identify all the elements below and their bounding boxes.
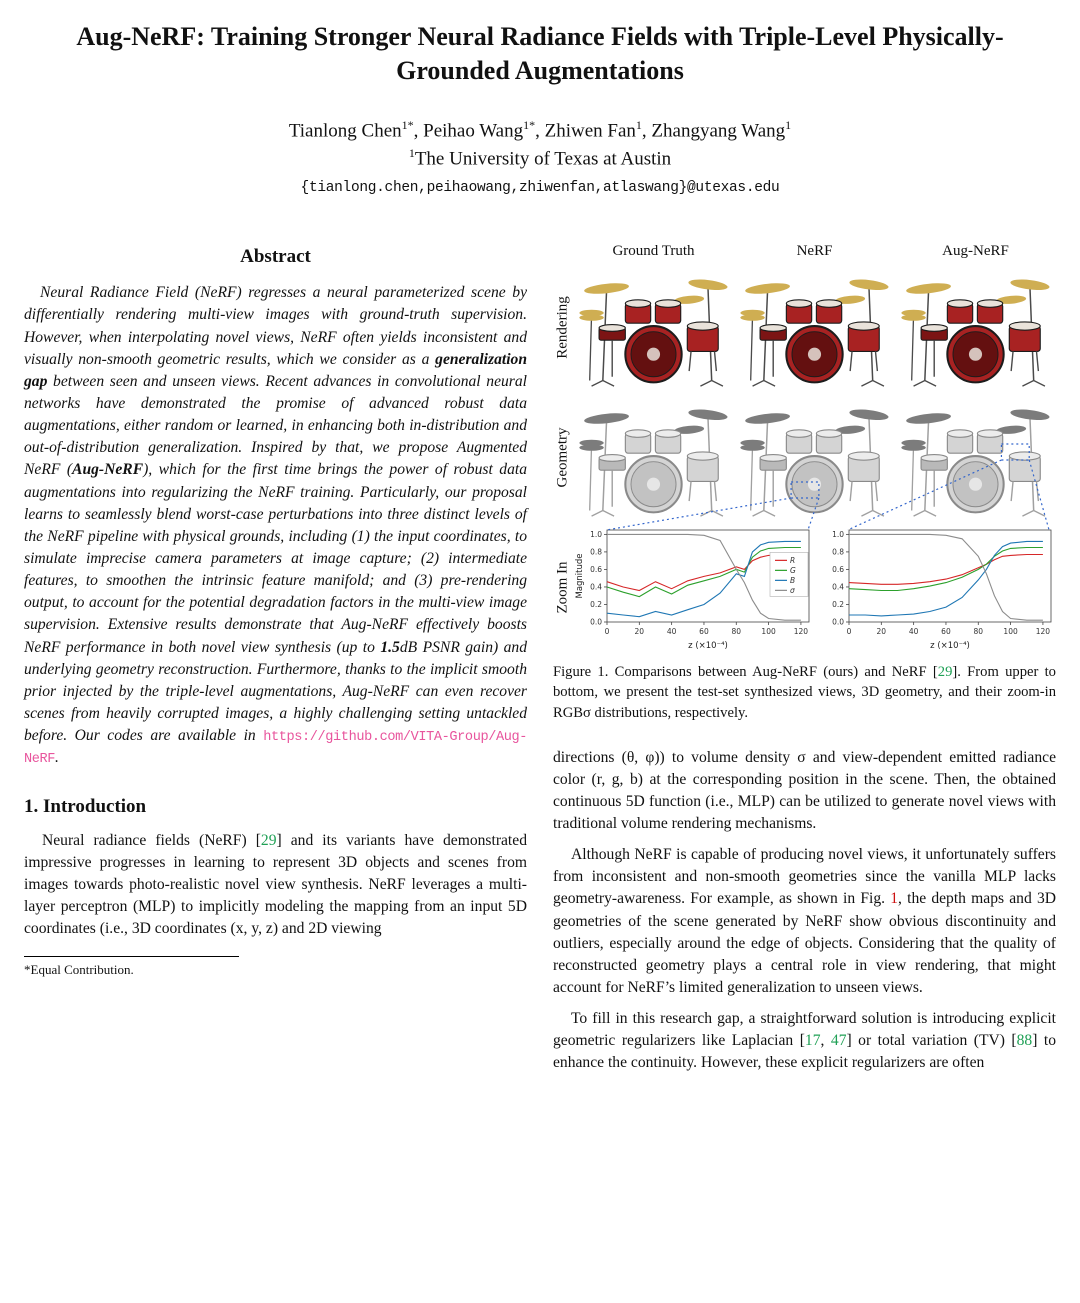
svg-text:R: R (790, 556, 796, 566)
right-column (553, 240, 1056, 1083)
author-name: Peihao Wang (423, 119, 524, 141)
svg-text:σ: σ (790, 586, 795, 596)
svg-text:0: 0 (604, 627, 610, 637)
figure-row-label-geometry: Geometry (554, 427, 571, 488)
svg-text:120: 120 (1035, 627, 1050, 637)
geometry-image-ground-truth (573, 392, 734, 522)
geometry-image-aug-nerf (895, 392, 1056, 522)
drum-kit-illustration (576, 396, 731, 518)
figure-col-header-aug-nerf: Aug-NeRF (942, 243, 1009, 260)
zoom-plot-nerf (573, 522, 815, 652)
svg-text:100: 100 (761, 627, 776, 637)
svg-text:0.8: 0.8 (590, 547, 602, 557)
svg-text:Magnitude: Magnitude (575, 553, 585, 599)
bold-psnr-gain: 1.5 (380, 638, 400, 656)
rendering-image-ground-truth (573, 262, 734, 392)
svg-text:120: 120 (793, 627, 809, 637)
svg-text:0.4: 0.4 (831, 582, 844, 592)
affiliation: $^1$The University of Texas at Austin (408, 145, 672, 170)
svg-text:40: 40 (908, 627, 918, 637)
citation-88[interactable]: 88 (1016, 1032, 1033, 1050)
two-column-body (24, 240, 1056, 1083)
author-sup: 1* (523, 117, 536, 132)
figure-col-header-nerf: NeRF (796, 243, 833, 260)
body-paragraph-1: directions (θ, φ)) to volume density σ and view-dependent emitted radiance color (r, g, b) at the corresponding position in the scene. Then, the obtained continuous 5D function (i.e., MLP) can be utilized to generate novel views with traditional volume rendering mechanisms. (553, 748, 1056, 833)
figure-1 (553, 240, 1056, 722)
abstract-heading: Abstract (240, 246, 311, 268)
figure-row-label-zoom-in: Zoom In (554, 561, 571, 614)
svg-text:B: B (790, 576, 796, 586)
svg-text:0.2: 0.2 (590, 600, 602, 610)
paper-title: Aug-NeRF: Training Stronger Neural Radiance Fields with Triple-Level Physically-Grounded Augmentations (76, 22, 1004, 85)
svg-text:0.8: 0.8 (831, 547, 844, 557)
body-paragraph-2: Although NeRF is capable of producing novel views, it unfortunately suffers from inconsistent and non-smooth geometries since the vanilla MLP lacks geometry-awareness. For example, as shown in Fig. 1, the depth maps and 3D geometries of the scene generated by NeRF show obvious discontinuity and outliers, especially around the edge of objects. Considering that the quality of reconstructed geometry plays a central role in view rendering, that might account for NeRF’s limited generalization to unseen views. (553, 846, 1057, 997)
bold-aug-nerf: Aug-NeRF (72, 461, 144, 479)
zoom-in-charts (573, 522, 1056, 652)
github-link[interactable]: https://github.com/VITA-Group/Aug-NeRF (24, 730, 527, 768)
bold-generalization-gap: generalization gap (24, 350, 527, 390)
svg-text:1.0: 1.0 (831, 530, 844, 540)
svg-text:0.0: 0.0 (590, 617, 602, 627)
footnote-text: *Equal Contribution. (24, 962, 134, 978)
svg-text:G: G (790, 566, 796, 576)
footnote (24, 956, 527, 978)
svg-text:z (×10⁻⁴): z (×10⁻⁴) (929, 641, 970, 652)
svg-text:100: 100 (1002, 627, 1018, 637)
emails: {tianlong.chen,peihaowang,zhiwenfan,atlaswang}@utexas.edu (300, 180, 780, 197)
drum-kit-illustration (737, 396, 892, 518)
body-paragraph-3: To fill in this research gap, a straightforward solution is introducing explicit geometric regularizers like Laplacian [17, 47] or total variation (TV) [88] to enhance the continuity. However, these explicit regularizers are often (553, 1010, 1057, 1072)
svg-text:0.0: 0.0 (831, 617, 844, 627)
figure-caption: Figure 1. Comparisons between Aug-NeRF (ours) and NeRF [29]. From upper to bottom, we present the test-set synthesized views, 3D geometry, and their zoom-in RGBσ distributions, respectively. (553, 664, 1056, 721)
citation-29[interactable]: 29 (937, 664, 953, 681)
geometry-image-nerf (734, 392, 895, 522)
author-name: Tianlong Chen (288, 119, 402, 141)
abstract-text: Neural Radiance Field (NeRF) regresses a neural parameterized scene by differentially rendering multi-view images with ground-truth supervision. However, when interpolating novel views, NeRF often yields inconsistent and visually non-smooth geometric results, which we consider as a generalization gap between seen and unseen views. Recent advances in convolutional neural networks have demonstrated the promise of advanced robust data augmentations, either random or learned, in enhancing both in-distribution and out-of-distribution generalization. Inspired by that, we propose Augmented NeRF (Aug-NeRF), which for the first time brings the power of robust data augmentations into regularizing the NeRF training. Particularly, our proposal learns to seamlessly blend worst-case perturbations into three distinct levels of the NeRF pipeline with physical grounds, including (1) the input coordinates, to simulate imprecise camera parameters at image capture; (2) intermediate features, to smoothen the intrinsic feature manifold; and (3) pre-rendering output, to account for the potential degradation factors in the multi-view image supervision. Extensive results demonstrate that Aug-NeRF effectively boosts NeRF performance in both novel view synthesis (up to 1.5dB PSNR gain) and underlying geometry reconstruction. Furthermore, thanks to the implicit smooth prior injected by the triple-level augmentations, Aug-NeRF can even recover scenes from heavily corrupted images, a highly challenging setting untackled before. Our codes are available in https://github.com/VITA-Group/Aug-NeRF. (24, 284, 528, 768)
author-name: Zhangyang Wang (651, 119, 786, 141)
author-sup: 1* (401, 117, 414, 132)
authors-line: Tianlong Chen$^{1*}$, Peihao Wang$^{1*}$, Zhiwen Fan$^1$, Zhangyang Wang$^1$ (288, 117, 792, 141)
svg-text:0.2: 0.2 (831, 600, 844, 610)
intro-paragraph: Neural radiance fields (NeRF) [29] and its variants have demonstrated impressive progresses in learning to represent 3D objects and scenes from images towards photo-realistic novel view synthesis. NeRF leverages a multi-layer perceptron (MLP) to implicitly modeling the mapping from an input 5D coordinates (i.e., 3D coordinates (x, y, z) and 2D viewing (24, 831, 527, 938)
svg-text:40: 40 (666, 627, 677, 637)
svg-text:20: 20 (634, 627, 645, 637)
svg-text:0: 0 (846, 627, 851, 637)
citation-17[interactable]: 17 (804, 1032, 821, 1050)
svg-text:0.4: 0.4 (590, 582, 602, 592)
author-sup: 1 (785, 117, 792, 132)
svg-text:z (×10⁻⁴): z (×10⁻⁴) (688, 641, 728, 652)
introduction-heading: 1. Introduction (24, 795, 147, 817)
rendering-image-aug-nerf (895, 262, 1056, 392)
citation-29[interactable]: 29 (260, 831, 277, 849)
citation-47[interactable]: 47 (830, 1032, 847, 1050)
drum-kit-illustration (898, 266, 1053, 388)
svg-text:0.6: 0.6 (831, 565, 844, 575)
figure-col-header-ground-truth: Ground Truth (612, 243, 695, 260)
drum-kit-illustration (737, 266, 892, 388)
svg-text:80: 80 (731, 627, 742, 637)
drum-kit-illustration (898, 396, 1053, 518)
svg-text:0.6: 0.6 (590, 565, 602, 575)
author-name: Zhiwen Fan (544, 119, 636, 141)
rendering-image-nerf (734, 262, 895, 392)
svg-text:80: 80 (973, 627, 983, 637)
svg-text:60: 60 (699, 627, 709, 637)
svg-text:60: 60 (940, 627, 951, 637)
figure-1-canvas (553, 240, 1056, 652)
author-sup: 1 (635, 117, 642, 132)
svg-text:1.0: 1.0 (590, 530, 602, 540)
figure-row-label-rendering: Rendering (554, 296, 571, 359)
zoom-plot-aug-nerf (815, 522, 1057, 652)
footnote-rule (24, 956, 239, 957)
figure-1-reference[interactable]: 1 (890, 890, 899, 908)
drum-kit-illustration (576, 266, 731, 388)
left-column (24, 240, 527, 1083)
svg-text:20: 20 (876, 627, 886, 637)
